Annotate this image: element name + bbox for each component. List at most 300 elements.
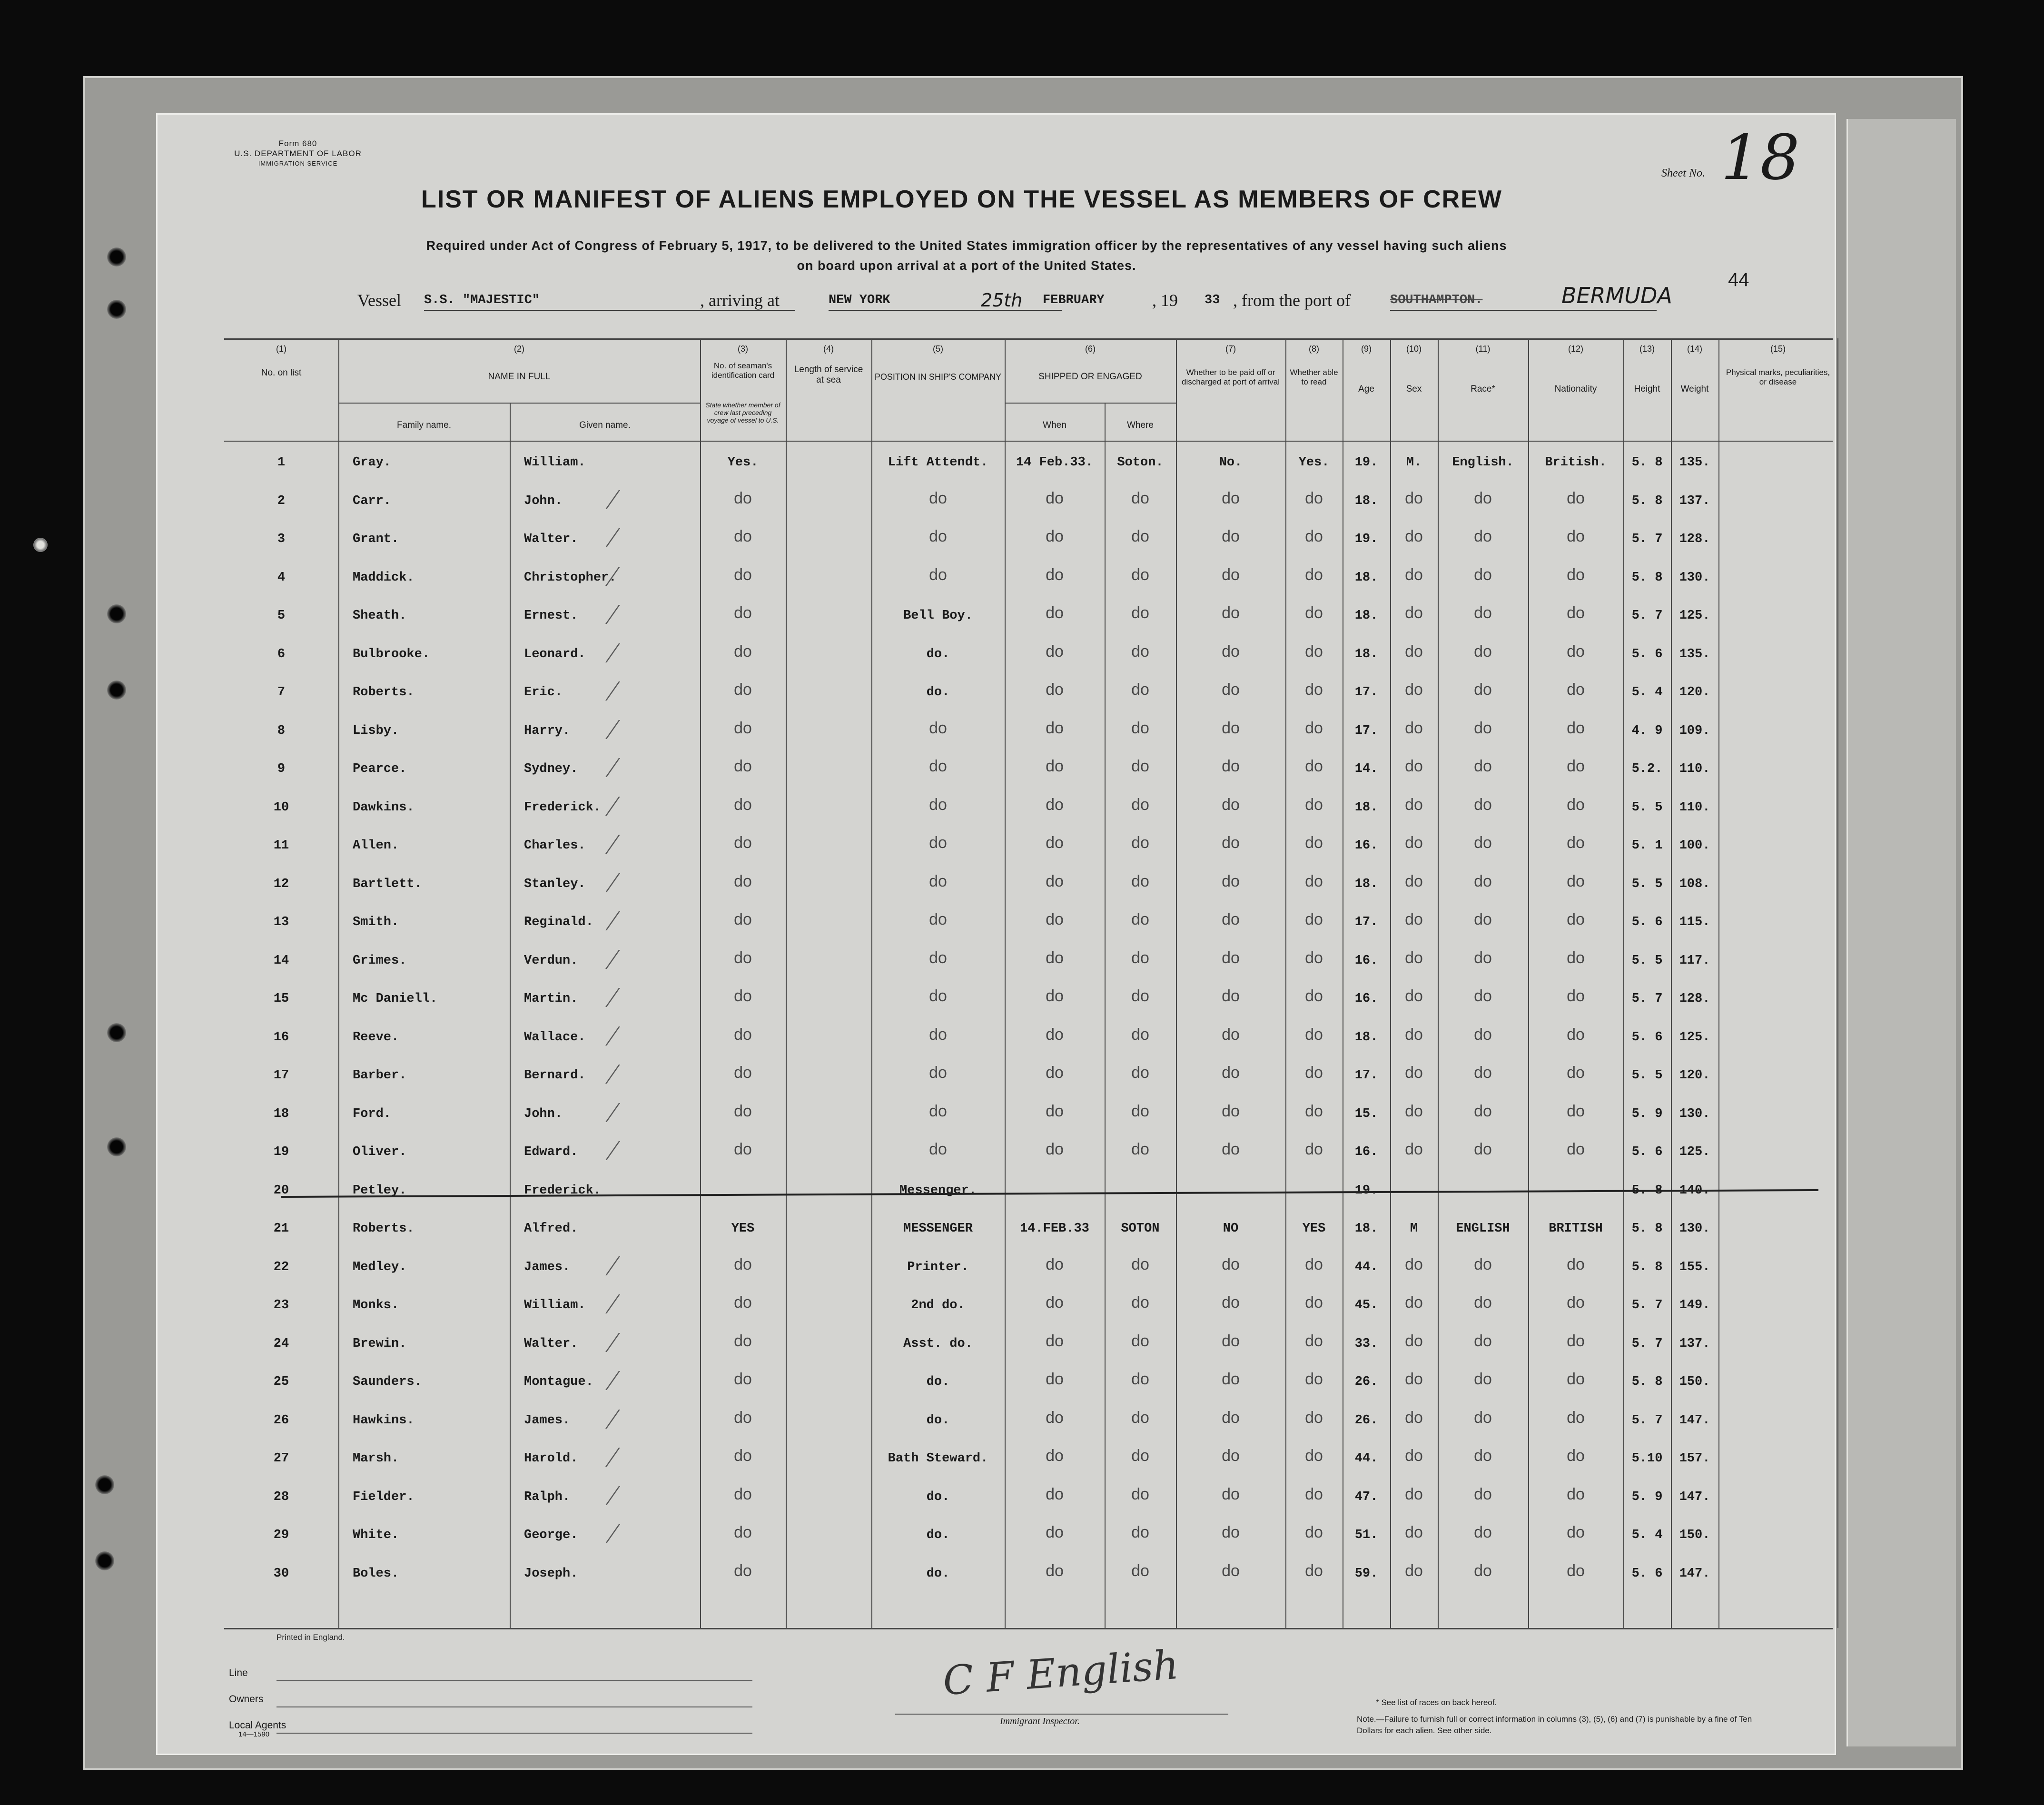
shipped-when-cell: do bbox=[1046, 757, 1064, 775]
given-name-cell: Joseph. bbox=[524, 1566, 578, 1581]
height-cell: 5. 5 bbox=[1631, 877, 1663, 891]
shipped-when-cell: do bbox=[1046, 1447, 1064, 1465]
nationality-cell: do bbox=[1567, 565, 1585, 584]
able-to-read-cell: do bbox=[1305, 565, 1323, 584]
race-cell: do bbox=[1474, 1255, 1492, 1273]
arrival-day: 25th bbox=[981, 290, 1023, 311]
weight-cell: 130. bbox=[1679, 1222, 1710, 1236]
row-number-cell: 4 bbox=[277, 570, 286, 585]
weight-cell: 150. bbox=[1679, 1528, 1710, 1542]
position-cell: do bbox=[929, 1064, 947, 1082]
race-cell: do bbox=[1474, 757, 1492, 775]
weight-cell: 128. bbox=[1679, 532, 1710, 546]
row-number-cell: 9 bbox=[277, 762, 286, 776]
weight-cell: 108. bbox=[1679, 877, 1710, 891]
age-cell: 44. bbox=[1354, 1260, 1378, 1274]
nationality-cell: do bbox=[1567, 987, 1585, 1005]
inspector-label: Immigrant Inspector. bbox=[1000, 1716, 1080, 1726]
from-port: BERMUDA bbox=[1561, 283, 1672, 308]
able-to-read-cell: do bbox=[1305, 681, 1323, 699]
shipped-when-cell: do bbox=[1046, 489, 1064, 507]
id-card-cell: do bbox=[734, 604, 752, 622]
race-cell: do bbox=[1474, 604, 1492, 622]
shipped-where-cell: do bbox=[1131, 1485, 1149, 1503]
race-cell: do bbox=[1474, 1064, 1492, 1082]
family-name-cell: Reeve. bbox=[353, 1030, 399, 1045]
department: U.S. DEPARTMENT OF LABOR bbox=[234, 149, 362, 158]
penalty-note: Note.—Failure to furnish full or correct information in columns (3), (5), (6) and (7) is punishable by a fine of Ten Dollars for each alien. See other side. bbox=[1357, 1715, 1752, 1735]
header-shipped: SHIPPED OR ENGAGED bbox=[1038, 372, 1142, 382]
shipped-where-cell: SOTON bbox=[1121, 1222, 1160, 1236]
table-row bbox=[224, 979, 1833, 1017]
given-name-cell: John. bbox=[524, 493, 563, 508]
row-number-cell: 30 bbox=[273, 1566, 289, 1581]
height-cell: 5. 8 bbox=[1631, 1375, 1663, 1389]
shipped-where-cell: do bbox=[1131, 642, 1149, 661]
table-row bbox=[224, 482, 1833, 520]
paid-off-cell: do bbox=[1222, 1332, 1240, 1350]
family-name-cell: Allen. bbox=[353, 838, 399, 853]
able-to-read-cell: do bbox=[1305, 872, 1323, 890]
col-divider bbox=[1837, 338, 1838, 1628]
inspector-signature: C F English bbox=[941, 1641, 1180, 1705]
position-cell: do. bbox=[926, 685, 950, 700]
paid-off-cell: do bbox=[1222, 1447, 1240, 1465]
form-number: Form 680 bbox=[278, 139, 317, 148]
age-cell: 17. bbox=[1354, 1068, 1378, 1083]
position-cell: do bbox=[929, 872, 947, 890]
binder-hole bbox=[107, 247, 126, 266]
family-name-cell: Bulbrooke. bbox=[353, 647, 430, 661]
id-card-cell: do bbox=[734, 1408, 752, 1427]
agents-code: 14—1590 bbox=[238, 1730, 270, 1738]
position-cell: do bbox=[929, 1025, 947, 1044]
race-cell: do bbox=[1474, 1293, 1492, 1312]
age-cell: 16. bbox=[1354, 838, 1378, 853]
able-to-read-cell: do bbox=[1305, 642, 1323, 661]
family-name-cell: Lisby. bbox=[353, 723, 399, 738]
row-number-cell: 14 bbox=[273, 953, 289, 968]
given-name-cell: Verdun. bbox=[524, 953, 578, 968]
sex-cell: do bbox=[1405, 1370, 1423, 1388]
able-to-read-cell: do bbox=[1305, 1293, 1323, 1312]
able-to-read-cell: do bbox=[1305, 757, 1323, 775]
binder-hole bbox=[95, 1551, 114, 1570]
position-cell: Bell Boy. bbox=[903, 609, 973, 623]
age-cell: 18. bbox=[1354, 609, 1378, 623]
position-cell: do. bbox=[926, 1413, 950, 1428]
family-name-cell: Roberts. bbox=[353, 1222, 415, 1236]
family-name-cell: Fielder. bbox=[353, 1489, 415, 1504]
shipped-when-cell: do bbox=[1046, 1485, 1064, 1503]
strike-through-line bbox=[281, 1189, 1818, 1197]
paid-off-cell: do bbox=[1222, 757, 1240, 775]
paid-off-cell: do bbox=[1222, 1025, 1240, 1044]
nationality-cell: do bbox=[1567, 910, 1585, 928]
row-number-cell: 23 bbox=[273, 1298, 289, 1312]
shipped-when-cell: do bbox=[1046, 1561, 1064, 1580]
age-cell: 18. bbox=[1354, 647, 1378, 661]
given-name-cell: Reginald. bbox=[524, 915, 593, 929]
able-to-read-cell: YES bbox=[1302, 1222, 1326, 1236]
able-to-read-cell: do bbox=[1305, 527, 1323, 545]
position-cell: do bbox=[929, 1140, 947, 1158]
height-cell: 5. 9 bbox=[1631, 1106, 1663, 1121]
col-number: (14) bbox=[1687, 344, 1702, 354]
sex-cell: do bbox=[1405, 1140, 1423, 1158]
shipped-where-cell: do bbox=[1131, 834, 1149, 852]
able-to-read-cell: do bbox=[1305, 1025, 1323, 1044]
age-cell: 45. bbox=[1354, 1298, 1378, 1312]
able-to-read-cell: do bbox=[1305, 795, 1323, 814]
shipped-when-cell: do bbox=[1046, 1523, 1064, 1541]
height-cell: 5. 5 bbox=[1631, 1068, 1663, 1083]
shipped-where-cell: Soton. bbox=[1117, 455, 1164, 470]
shipped-where-cell: do bbox=[1131, 681, 1149, 699]
family-name-cell: Monks. bbox=[353, 1298, 399, 1312]
weight-cell: 155. bbox=[1679, 1260, 1710, 1274]
arrival-month: FEBRUARY bbox=[1043, 293, 1105, 307]
height-cell: 5.10 bbox=[1631, 1451, 1663, 1466]
height-cell: 5. 5 bbox=[1631, 953, 1663, 968]
given-name-cell: Wallace. bbox=[524, 1030, 586, 1045]
height-cell: 5. 4 bbox=[1631, 1528, 1663, 1542]
weight-cell: 110. bbox=[1679, 762, 1710, 776]
shipped-when-cell: do bbox=[1046, 1255, 1064, 1273]
family-name-cell: Sheath. bbox=[353, 609, 407, 623]
position-cell: do bbox=[929, 948, 947, 967]
age-cell: 26. bbox=[1354, 1375, 1378, 1389]
height-cell: 5. 6 bbox=[1631, 1030, 1663, 1045]
nationality-cell: BRITISH bbox=[1549, 1222, 1603, 1236]
height-cell: 5. 4 bbox=[1631, 685, 1663, 700]
race-cell: do bbox=[1474, 987, 1492, 1005]
sex-cell: do bbox=[1405, 1408, 1423, 1427]
family-name-cell: Grimes. bbox=[353, 953, 407, 968]
sex-cell: do bbox=[1405, 565, 1423, 584]
paid-off-cell: do bbox=[1222, 719, 1240, 737]
race-cell: do bbox=[1474, 565, 1492, 584]
table-row bbox=[224, 903, 1833, 941]
sex-cell: do bbox=[1405, 527, 1423, 545]
given-name-cell: George. bbox=[524, 1528, 578, 1542]
sex-cell: do bbox=[1405, 1064, 1423, 1082]
table-row bbox=[224, 1324, 1833, 1362]
sex-cell: do bbox=[1405, 604, 1423, 622]
sex-cell: do bbox=[1405, 948, 1423, 967]
sex-cell: do bbox=[1405, 795, 1423, 814]
position-cell: do bbox=[929, 489, 947, 507]
height-cell: 5. 6 bbox=[1631, 915, 1663, 929]
family-name-cell: Dawkins. bbox=[353, 800, 415, 815]
row-number-cell: 22 bbox=[273, 1260, 289, 1274]
age-cell: 18. bbox=[1354, 493, 1378, 508]
able-to-read-cell: do bbox=[1305, 489, 1323, 507]
id-card-cell: do bbox=[734, 527, 752, 545]
weight-cell: 137. bbox=[1679, 493, 1710, 508]
header-race: Race* bbox=[1471, 384, 1495, 394]
height-cell: 5. 8 bbox=[1631, 493, 1663, 508]
nationality-cell: do bbox=[1567, 1561, 1585, 1580]
paid-off-cell: do bbox=[1222, 834, 1240, 852]
table-row bbox=[224, 1362, 1833, 1401]
row-number-cell: 10 bbox=[273, 800, 289, 815]
shipped-when-cell: do bbox=[1046, 1025, 1064, 1044]
weight-cell: 130. bbox=[1679, 570, 1710, 585]
id-card-cell: do bbox=[734, 834, 752, 852]
binder-hole bbox=[33, 538, 48, 552]
height-cell: 5. 8 bbox=[1631, 1222, 1663, 1236]
table-row bbox=[224, 520, 1833, 558]
shipped-where-cell: do bbox=[1131, 757, 1149, 775]
header-name-in-full: NAME IN FULL bbox=[488, 372, 551, 382]
shipped-when-cell: do bbox=[1046, 1102, 1064, 1120]
id-card-cell: do bbox=[734, 1140, 752, 1158]
able-to-read-cell: do bbox=[1305, 910, 1323, 928]
paid-off-cell: do bbox=[1222, 565, 1240, 584]
row-number-cell: 11 bbox=[273, 838, 289, 853]
given-name-cell: Walter. bbox=[524, 1336, 578, 1351]
race-cell: ENGLISH bbox=[1456, 1222, 1510, 1236]
row-number-cell: 26 bbox=[273, 1413, 289, 1428]
sheet-number: 18 bbox=[1721, 121, 1800, 194]
col-number: (9) bbox=[1361, 344, 1372, 354]
year-suffix: 33 bbox=[1205, 293, 1220, 307]
table-row bbox=[224, 596, 1833, 634]
family-name-cell: Roberts. bbox=[353, 685, 415, 700]
id-card-cell: do bbox=[734, 1102, 752, 1120]
nationality-cell: do bbox=[1567, 719, 1585, 737]
paid-off-cell: do bbox=[1222, 1523, 1240, 1541]
height-cell: 5. 7 bbox=[1631, 1413, 1663, 1428]
table-bottom-rule bbox=[224, 1628, 1833, 1629]
table-row bbox=[224, 1171, 1833, 1209]
nationality-cell: do bbox=[1567, 681, 1585, 699]
race-cell: do bbox=[1474, 1561, 1492, 1580]
id-card-cell: do bbox=[734, 948, 752, 967]
id-card-cell: do bbox=[734, 719, 752, 737]
from-port-label: , from the port of bbox=[1233, 291, 1351, 310]
age-cell: 16. bbox=[1354, 953, 1378, 968]
position-cell: do bbox=[929, 910, 947, 928]
nationality-cell: do bbox=[1567, 1447, 1585, 1465]
paid-off-cell: NO bbox=[1223, 1222, 1239, 1236]
family-name-cell: Carr. bbox=[353, 493, 392, 508]
table-row bbox=[224, 635, 1833, 673]
position-cell: do. bbox=[926, 1489, 950, 1504]
shipped-where-cell: do bbox=[1131, 1025, 1149, 1044]
id-card-cell: do bbox=[734, 872, 752, 890]
shipped-when-cell: do bbox=[1046, 719, 1064, 737]
row-number-cell: 25 bbox=[273, 1375, 289, 1389]
shipped-when-cell: do bbox=[1046, 987, 1064, 1005]
family-name-cell: Pearce. bbox=[353, 762, 407, 776]
shipped-when-cell: do bbox=[1046, 527, 1064, 545]
height-cell: 5. 8 bbox=[1631, 1183, 1663, 1198]
col-number: (7) bbox=[1225, 344, 1236, 354]
row-number-cell: 15 bbox=[273, 992, 289, 1006]
nationality-cell: do bbox=[1567, 948, 1585, 967]
nationality-cell: do bbox=[1567, 1370, 1585, 1388]
arriving-label: , arriving at bbox=[700, 291, 780, 310]
race-cell: do bbox=[1474, 1102, 1492, 1120]
table-top-rule bbox=[224, 338, 1833, 340]
row-number-cell: 20 bbox=[273, 1183, 289, 1198]
position-cell: Asst. do. bbox=[903, 1336, 973, 1351]
vessel-name: S.S. "MAJESTIC" bbox=[424, 291, 795, 311]
race-cell: do bbox=[1474, 1025, 1492, 1044]
given-name-cell: James. bbox=[524, 1260, 571, 1274]
table-row bbox=[224, 1401, 1833, 1439]
paid-off-cell: do bbox=[1222, 1485, 1240, 1503]
given-name-cell: Frederick. bbox=[524, 1183, 602, 1198]
row-number-cell: 19 bbox=[273, 1145, 289, 1159]
binder-hole bbox=[107, 681, 126, 700]
header-age: Age bbox=[1358, 384, 1374, 394]
sex-cell: M. bbox=[1406, 455, 1422, 470]
crew-table bbox=[224, 338, 1837, 1628]
id-card-cell: do bbox=[734, 1064, 752, 1082]
able-to-read-cell: Yes. bbox=[1298, 455, 1330, 470]
id-card-cell: do bbox=[734, 1332, 752, 1350]
family-name-cell: Brewin. bbox=[353, 1336, 407, 1351]
able-to-read-cell: do bbox=[1305, 1332, 1323, 1350]
page-subtitle bbox=[300, 236, 1633, 276]
nationality-cell: do bbox=[1567, 604, 1585, 622]
able-to-read-cell: do bbox=[1305, 604, 1323, 622]
able-to-read-cell: do bbox=[1305, 1102, 1323, 1120]
table-row bbox=[224, 1516, 1833, 1554]
weight-cell: 115. bbox=[1679, 915, 1710, 929]
manifest-page bbox=[156, 113, 1836, 1755]
height-cell: 5. 6 bbox=[1631, 1566, 1663, 1581]
row-number-cell: 7 bbox=[277, 685, 286, 700]
header-length-of-service: Length of service at sea bbox=[794, 365, 863, 385]
table-row bbox=[224, 788, 1833, 826]
sheet-label: Sheet No. bbox=[1661, 167, 1705, 179]
weight-cell: 135. bbox=[1679, 647, 1710, 661]
race-cell: do bbox=[1474, 489, 1492, 507]
line-label: Line bbox=[229, 1667, 248, 1678]
able-to-read-cell: do bbox=[1305, 719, 1323, 737]
id-card-cell: do bbox=[734, 757, 752, 775]
family-name-cell: Saunders. bbox=[353, 1375, 422, 1389]
given-name-cell: Leonard. bbox=[524, 647, 586, 661]
position-cell: Printer. bbox=[907, 1260, 969, 1274]
shipped-when-cell: 14.FEB.33 bbox=[1020, 1222, 1089, 1236]
able-to-read-cell: do bbox=[1305, 1255, 1323, 1273]
age-cell: 17. bbox=[1354, 915, 1378, 929]
id-card-cell: do bbox=[734, 1523, 752, 1541]
printed-label: Printed in England. bbox=[276, 1633, 345, 1642]
header-where: Where bbox=[1127, 420, 1154, 430]
sex-cell: do bbox=[1405, 834, 1423, 852]
header-family-name: Family name. bbox=[396, 420, 452, 430]
nationality-cell: do bbox=[1567, 872, 1585, 890]
weight-cell: 140. bbox=[1679, 1183, 1710, 1198]
shipped-where-cell: do bbox=[1131, 1447, 1149, 1465]
table-row bbox=[224, 1133, 1833, 1171]
shipped-when-cell: do bbox=[1046, 565, 1064, 584]
col-number: (1) bbox=[276, 344, 286, 354]
family-name-cell: Oliver. bbox=[353, 1145, 407, 1159]
able-to-read-cell: do bbox=[1305, 1408, 1323, 1427]
age-cell: 47. bbox=[1354, 1489, 1378, 1504]
sex-cell: do bbox=[1405, 1102, 1423, 1120]
family-name-cell: Petley. bbox=[353, 1183, 407, 1198]
weight-cell: 117. bbox=[1679, 953, 1710, 968]
table-row bbox=[224, 1209, 1833, 1247]
races-note: * See list of races on back hereof. bbox=[1376, 1698, 1497, 1707]
shipped-where-cell: do bbox=[1131, 565, 1149, 584]
paid-off-cell: do bbox=[1222, 1561, 1240, 1580]
paid-off-cell: do bbox=[1222, 910, 1240, 928]
height-cell: 5. 7 bbox=[1631, 609, 1663, 623]
shipped-when-cell: do bbox=[1046, 795, 1064, 814]
paid-off-cell: do bbox=[1222, 642, 1240, 661]
nationality-cell: do bbox=[1567, 1523, 1585, 1541]
family-name-cell: Grant. bbox=[353, 532, 399, 546]
age-cell: 19. bbox=[1354, 532, 1378, 546]
table-row bbox=[224, 1439, 1833, 1477]
row-number-cell: 8 bbox=[277, 723, 286, 738]
id-card-cell: do bbox=[734, 1561, 752, 1580]
vessel-label: Vessel bbox=[357, 291, 401, 310]
header-paid-off: Whether to be paid off or discharged at port of arrival bbox=[1182, 368, 1280, 386]
race-cell: do bbox=[1474, 1447, 1492, 1465]
position-cell: do bbox=[929, 795, 947, 814]
col-number: (13) bbox=[1639, 344, 1655, 354]
shipped-where-cell: do bbox=[1131, 719, 1149, 737]
age-cell: 18. bbox=[1354, 800, 1378, 815]
shipped-where-cell: do bbox=[1131, 1102, 1149, 1120]
race-cell: do bbox=[1474, 1332, 1492, 1350]
able-to-read-cell: do bbox=[1305, 1447, 1323, 1465]
race-cell: do bbox=[1474, 681, 1492, 699]
able-to-read-cell: do bbox=[1305, 1064, 1323, 1082]
weight-cell: 109. bbox=[1679, 723, 1710, 738]
family-name-cell: Maddick. bbox=[353, 570, 415, 585]
weight-cell: 125. bbox=[1679, 1145, 1710, 1159]
table-row bbox=[224, 1248, 1833, 1286]
given-name-cell: Alfred. bbox=[524, 1222, 578, 1236]
header-weight: Weight bbox=[1680, 384, 1709, 394]
position-cell: do bbox=[929, 565, 947, 584]
row-number-cell: 1 bbox=[277, 455, 286, 470]
weight-cell: 100. bbox=[1679, 838, 1710, 853]
header-nationality: Nationality bbox=[1554, 384, 1597, 394]
position-cell: do bbox=[929, 834, 947, 852]
col-number: (15) bbox=[1770, 344, 1786, 354]
paid-off-cell: do bbox=[1222, 1370, 1240, 1388]
given-name-cell: Bernard. bbox=[524, 1068, 586, 1083]
weight-cell: 157. bbox=[1679, 1451, 1710, 1466]
age-cell: 17. bbox=[1354, 685, 1378, 700]
nationality-cell: do bbox=[1567, 1485, 1585, 1503]
able-to-read-cell: do bbox=[1305, 1485, 1323, 1503]
weight-cell: 120. bbox=[1679, 685, 1710, 700]
paid-off-cell: do bbox=[1222, 489, 1240, 507]
col-number: (3) bbox=[738, 344, 748, 354]
weight-cell: 125. bbox=[1679, 609, 1710, 623]
table-row bbox=[224, 826, 1833, 864]
family-name-cell: Ford. bbox=[353, 1106, 392, 1121]
able-to-read-cell: do bbox=[1305, 834, 1323, 852]
height-cell: 5. 7 bbox=[1631, 992, 1663, 1006]
shipped-when-cell: do bbox=[1046, 1370, 1064, 1388]
header-when: When bbox=[1043, 420, 1066, 430]
weight-cell: 147. bbox=[1679, 1413, 1710, 1428]
